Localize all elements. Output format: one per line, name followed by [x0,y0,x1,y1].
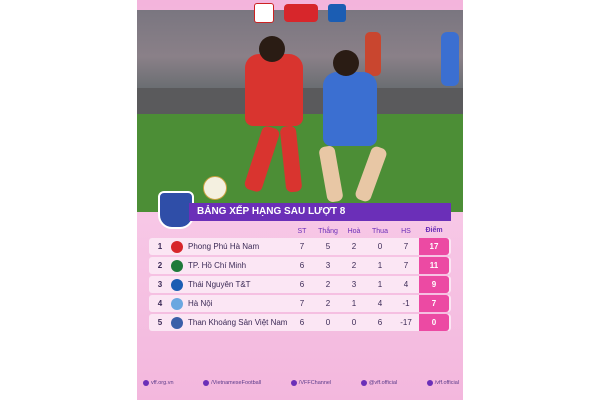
col-st: ST [297,227,307,235]
wins-cell: 0 [325,318,331,327]
goal-diff-cell: 7 [403,261,409,270]
points-cell: 9 [419,276,449,293]
rank-cell: 3 [157,280,163,289]
table-row [149,257,451,274]
ball-icon [203,176,227,200]
sponsor-logos [137,2,463,24]
draws-cell: 1 [351,299,357,308]
points-cell: 0 [419,314,449,331]
facebook-link[interactable]: /VietnameseFootball [203,380,261,386]
table-row [149,314,451,331]
table-header [149,224,451,238]
vff-logo-icon [254,3,274,23]
standings-title: BẢNG XẾP HẠNG SAU LƯỢT 8 [189,203,451,221]
team-logo-icon [171,260,183,272]
background-person [365,32,381,76]
st-cell: 7 [299,299,305,308]
youtube-link[interactable]: /VFFChannel [291,380,331,386]
goal-diff-cell: 4 [403,280,409,289]
st-cell: 6 [299,261,305,270]
team-cell [171,279,289,291]
team-name: Thái Nguyên T&T [188,280,251,289]
rank-cell: 2 [157,261,163,270]
table-row [149,276,451,293]
team-cell [171,317,289,329]
team-logo-icon [171,279,183,291]
blue-player [323,72,377,146]
globe-icon [143,380,149,386]
losses-cell: 1 [377,280,383,289]
col-hoa: Hoà [347,227,361,235]
rank-cell: 1 [157,242,163,251]
table-row [149,295,451,312]
social-footer [143,380,459,386]
rank-cell: 4 [157,299,163,308]
losses-cell: 0 [377,242,383,251]
background-player [441,32,459,86]
team-logo-icon [171,298,183,310]
team-name: Hà Nội [188,299,213,308]
instagram-icon [427,380,433,386]
red-player [245,54,303,126]
wins-cell: 5 [325,242,331,251]
points-cell: 17 [419,238,449,255]
losses-cell: 4 [377,299,383,308]
blue-player-head [333,50,359,76]
table-row [149,238,451,255]
draws-cell: 2 [351,242,357,251]
goal-diff-cell: -17 [400,318,412,327]
points-cell: 11 [419,257,449,274]
draws-cell: 3 [351,280,357,289]
acecook-logo-icon [284,4,318,22]
standings-table [149,224,451,333]
points-cell: 7 [419,295,449,312]
col-hs: HS [401,227,411,235]
facebook-icon [203,380,209,386]
st-cell: 6 [299,280,305,289]
col-thang: Thắng [318,227,338,235]
match-photo [137,10,463,212]
col-diem: Điểm [425,227,443,234]
st-cell: 7 [299,242,305,251]
team-logo-icon [171,317,183,329]
team-cell [171,298,289,310]
goal-diff-cell: 7 [403,242,409,251]
website-link[interactable]: vff.org.vn [143,380,174,386]
red-player-head [259,36,285,62]
youtube-icon [291,380,297,386]
losses-cell: 1 [377,261,383,270]
team-name: Phong Phú Hà Nam [188,242,260,251]
team-name: Than Khoáng Sản Việt Nam [188,318,288,327]
standings-poster [137,0,463,400]
wins-cell: 2 [325,299,331,308]
team-name: TP. Hồ Chí Minh [188,261,247,270]
federation-logo-icon [328,4,346,22]
tiktok-icon [361,380,367,386]
tiktok-link[interactable]: @vff.official [361,380,397,386]
rank-cell: 5 [157,318,163,327]
draws-cell: 2 [351,261,357,270]
goal-diff-cell: -1 [402,299,410,308]
col-thua: Thua [372,227,388,235]
wins-cell: 2 [325,280,331,289]
losses-cell: 6 [377,318,383,327]
instagram-link[interactable]: /vff.official [427,380,459,386]
team-cell [171,260,289,272]
team-logo-icon [171,241,183,253]
draws-cell: 0 [351,318,357,327]
wins-cell: 3 [325,261,331,270]
st-cell: 6 [299,318,305,327]
team-cell [171,241,289,253]
